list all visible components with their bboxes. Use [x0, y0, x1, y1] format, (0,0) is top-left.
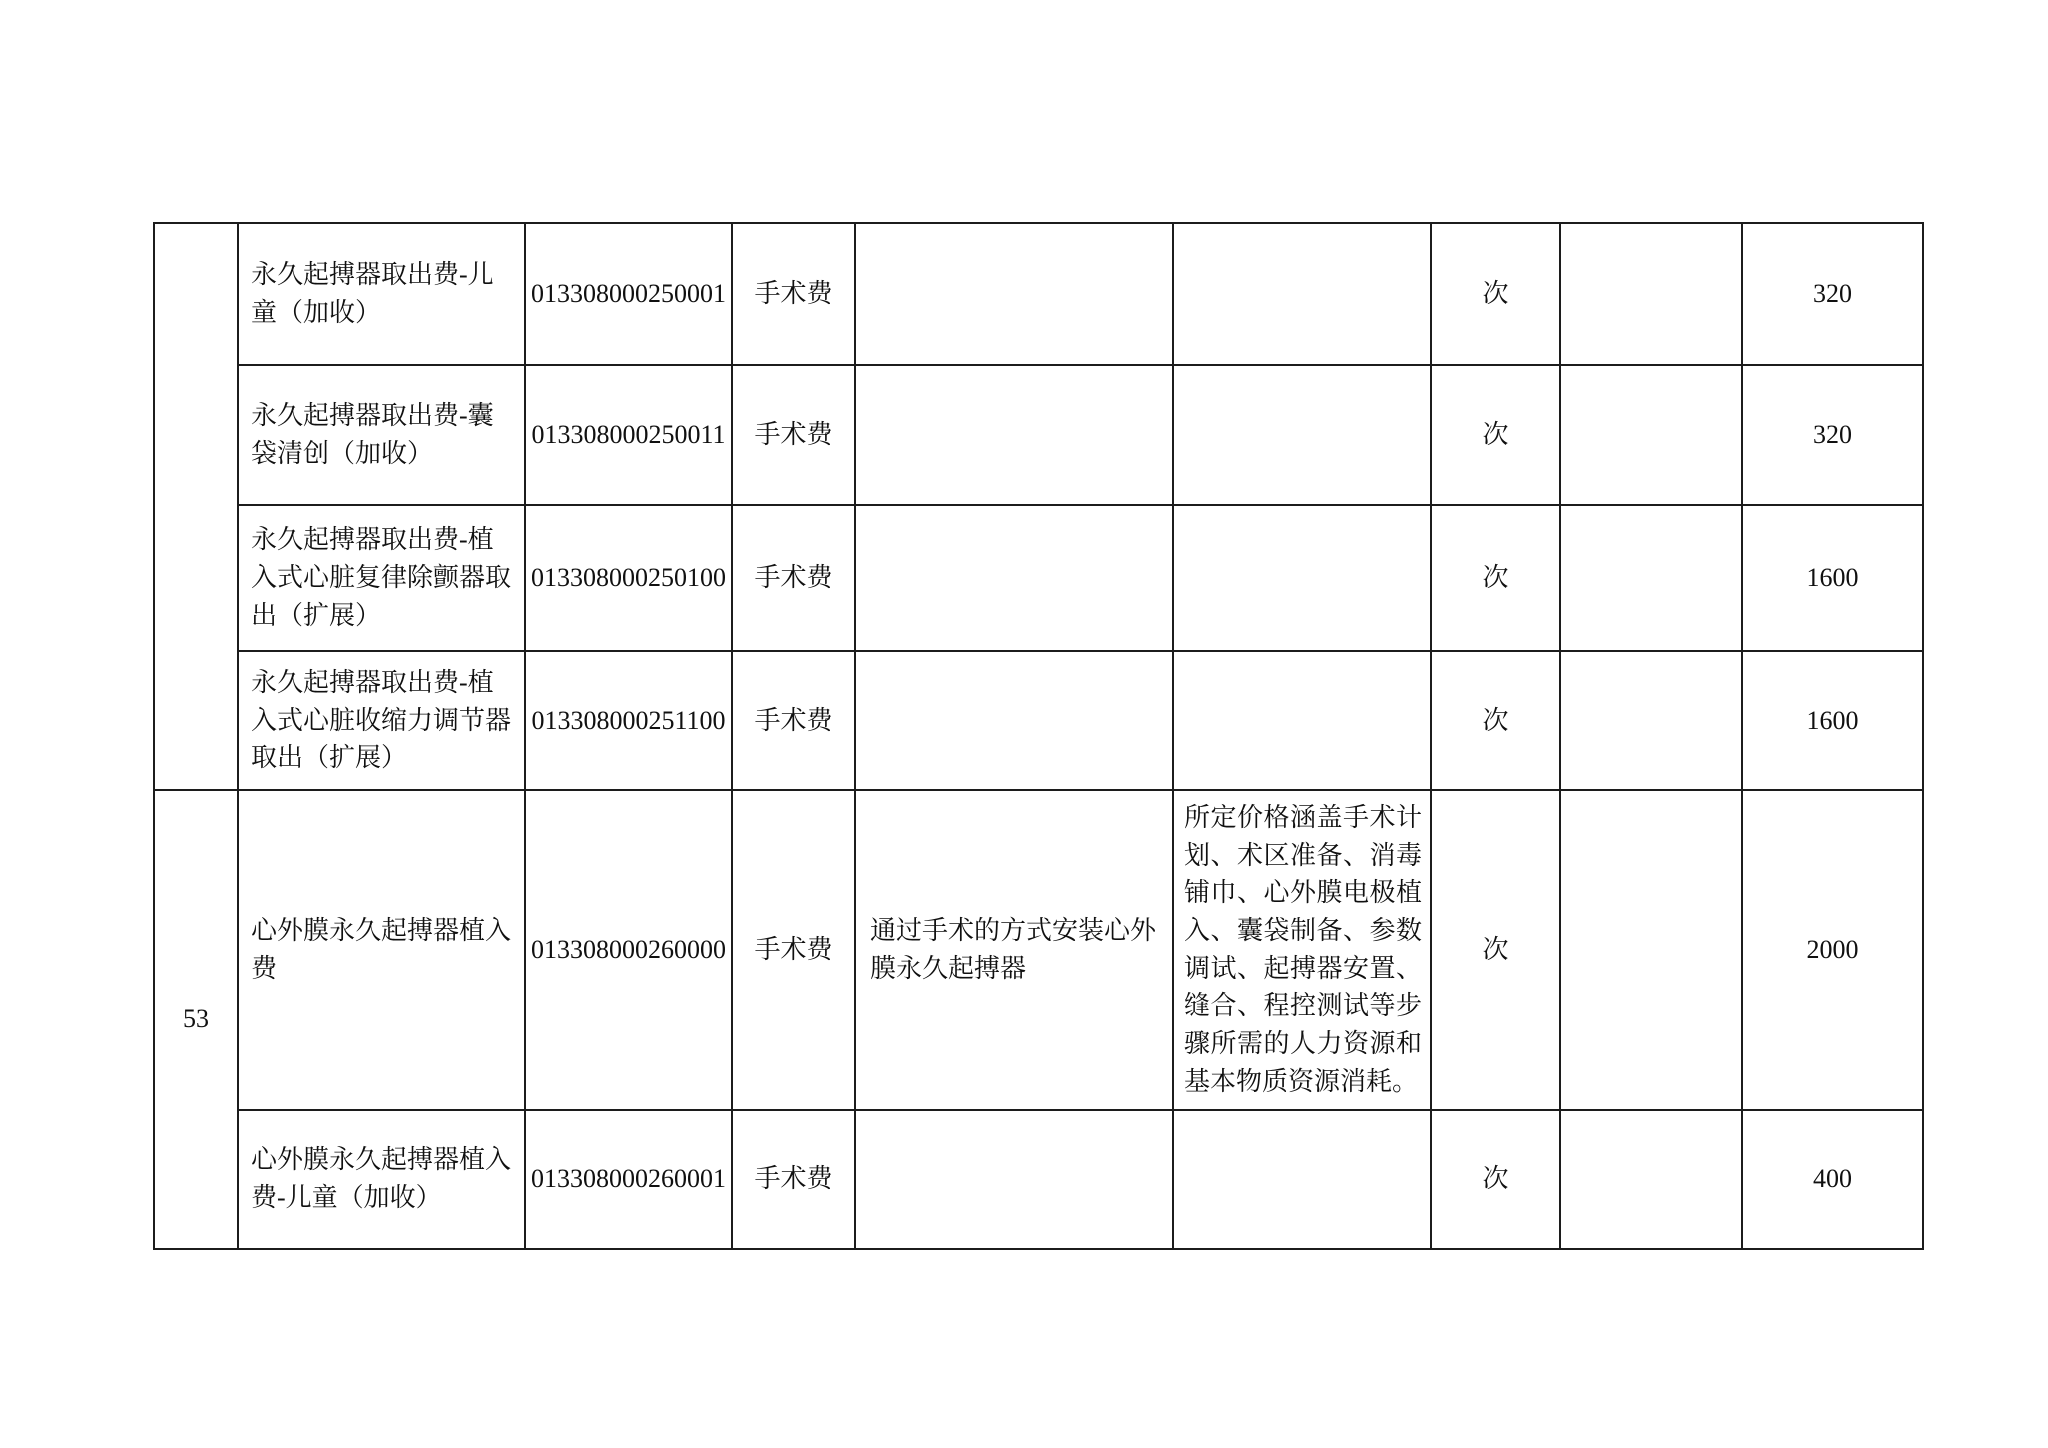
- cell-spare: [1560, 365, 1742, 505]
- cell-unit: 次: [1431, 790, 1560, 1110]
- table-row: [154, 1110, 1923, 1249]
- fee-table: [153, 222, 1924, 1250]
- cell-description: [855, 505, 1173, 651]
- cell-unit: 次: [1431, 223, 1560, 365]
- cell-item-name: 永久起搏器取出费-植入式心脏复律除颤器取出（扩展）: [238, 505, 525, 651]
- table-row: [154, 365, 1923, 505]
- cell-description: [855, 365, 1173, 505]
- cell-fee-type: 手术费: [732, 1110, 855, 1249]
- cell-item-code: 013308000260000: [525, 790, 732, 1110]
- cell-spare: [1560, 790, 1742, 1110]
- cell-note: [1173, 651, 1431, 790]
- cell-description: [855, 651, 1173, 790]
- cell-item-name: 永久起搏器取出费-囊袋清创（加收）: [238, 365, 525, 505]
- cell-price: 2000: [1742, 790, 1923, 1110]
- cell-description: [855, 223, 1173, 365]
- cell-fee-type: 手术费: [732, 505, 855, 651]
- cell-price: 1600: [1742, 505, 1923, 651]
- cell-unit: 次: [1431, 651, 1560, 790]
- cell-item-code: 013308000251100: [525, 651, 732, 790]
- cell-price: 320: [1742, 223, 1923, 365]
- cell-spare: [1560, 505, 1742, 651]
- cell-note: [1173, 1110, 1431, 1249]
- table-row: [154, 505, 1923, 651]
- cell-row-no: [154, 223, 238, 790]
- cell-note: [1173, 223, 1431, 365]
- cell-item-name: 心外膜永久起搏器植入费-儿童（加收）: [238, 1110, 525, 1249]
- cell-description: 通过手术的方式安装心外膜永久起搏器: [855, 790, 1173, 1110]
- cell-spare: [1560, 223, 1742, 365]
- cell-fee-type: 手术费: [732, 790, 855, 1110]
- cell-note: [1173, 505, 1431, 651]
- cell-item-name: 永久起搏器取出费-植入式心脏收缩力调节器取出（扩展）: [238, 651, 525, 790]
- cell-price: 1600: [1742, 651, 1923, 790]
- cell-price: 320: [1742, 365, 1923, 505]
- table-row: [154, 651, 1923, 790]
- cell-fee-type: 手术费: [732, 365, 855, 505]
- cell-note: [1173, 365, 1431, 505]
- cell-note: 所定价格涵盖手术计划、术区准备、消毒铺巾、心外膜电极植入、囊袋制备、参数调试、起搏器安置、缝合、程控测试等步骤所需的人力资源和基本物质资源消耗。: [1173, 790, 1431, 1110]
- cell-item-code: 013308000260001: [525, 1110, 732, 1249]
- table-row: [154, 223, 1923, 365]
- table-row: [154, 790, 1923, 1110]
- cell-row-no: 53: [154, 790, 238, 1249]
- cell-unit: 次: [1431, 505, 1560, 651]
- fee-table-body: [154, 223, 1923, 1249]
- cell-unit: 次: [1431, 1110, 1560, 1249]
- cell-spare: [1560, 651, 1742, 790]
- cell-item-code: 013308000250011: [525, 365, 732, 505]
- cell-spare: [1560, 1110, 1742, 1249]
- cell-fee-type: 手术费: [732, 223, 855, 365]
- cell-unit: 次: [1431, 365, 1560, 505]
- cell-description: [855, 1110, 1173, 1249]
- cell-fee-type: 手术费: [732, 651, 855, 790]
- cell-item-name: 永久起搏器取出费-儿童（加收）: [238, 223, 525, 365]
- cell-item-code: 013308000250100: [525, 505, 732, 651]
- cell-price: 400: [1742, 1110, 1923, 1249]
- cell-item-code: 013308000250001: [525, 223, 732, 365]
- cell-item-name: 心外膜永久起搏器植入费: [238, 790, 525, 1110]
